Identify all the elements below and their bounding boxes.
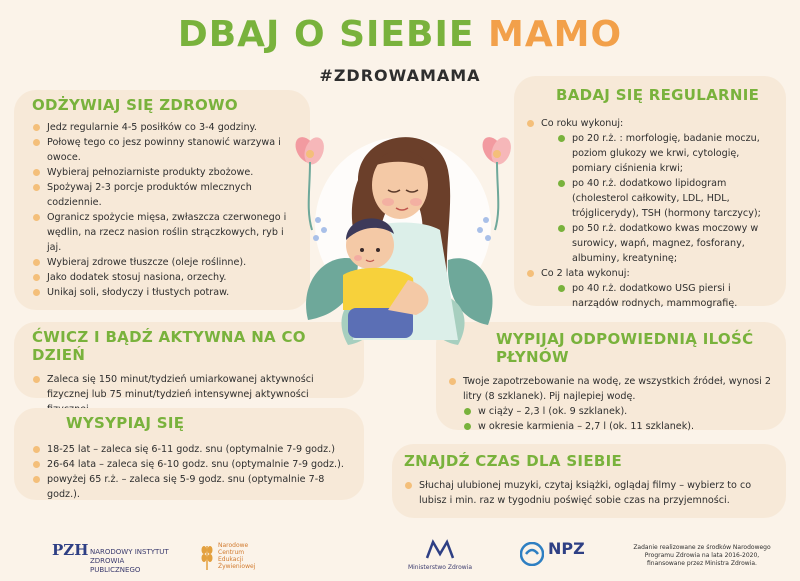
sleep-card [14, 408, 364, 500]
ministry-name: Ministerstwo Zdrowia [407, 564, 473, 571]
funding-line-2: Programu Zdrowia na lata 2016-2020, [644, 552, 760, 559]
fluids-intro-text: Twoje zapotrzebowanie na wodę, ze wszystkich źródeł, wynosi 2 litry (8 szklanek). Pij najlepiej wodę. [463, 376, 772, 402]
footer [0, 538, 800, 581]
list-item: Ogranicz spożycie mięsa, zwłaszcza czerwonego i wędlin, na rzecz nasion roślin strączkowych, ryb i jaj. [32, 210, 296, 255]
pzh-name-2: ZDROWIA PUBLICZNEGO [90, 557, 141, 574]
sleep-list [32, 442, 350, 502]
ncez-line-3: Edukacji [218, 556, 244, 563]
checkups-group-2-list [557, 281, 776, 311]
funding-line-3: finansowane przez Ministra Zdrowia. [647, 560, 757, 567]
checkups-group-1-list [557, 131, 776, 266]
list-item: 18-25 lat – zaleca się 6-11 godz. snu (optymalnie 7-9 godz.) [32, 442, 350, 457]
list-item: Wybieraj zdrowe tłuszcze (oleje roślinne). [32, 255, 296, 270]
fluids-intro [448, 374, 774, 434]
self-time-card [392, 444, 786, 518]
title-part-1: DBAJ O SIEBIE [177, 14, 475, 55]
npz-abbr: NPZ [548, 539, 585, 558]
list-item: Słuchaj ulubionej muzyki, czytaj książki, oglądaj filmy – wybierz to co lubisz i min. raz w tygodniu poświęć sobie czas na przyjemności. [404, 478, 774, 508]
list-item: Wybieraj pełnoziarniste produkty zbożowe. [32, 165, 296, 180]
self-time-list [404, 478, 774, 508]
list-item: Zaleca się 150 minut/tydzień umiarkowanej aktywności fizycznej lub 75 minut/tydzień intensywnej aktywności [32, 372, 350, 417]
list-item: w ciąży – 2,3 l (ok. 9 szklanek). [463, 404, 774, 419]
checkups-list [526, 116, 776, 311]
title-part-2: MAMO [488, 14, 623, 55]
eat-healthy-list [32, 120, 296, 300]
list-item: Spożywaj 2-3 porcje produktów mlecznych codziennie. [32, 180, 296, 210]
npz-icon [520, 542, 544, 566]
list-item: Unikaj soli, słodyczy i tłustych potraw. [32, 285, 296, 300]
fluids-sub-list [463, 404, 774, 434]
eat-healthy-card [14, 90, 310, 310]
pzh-name-1: NARODOWY INSTYTUT [90, 548, 169, 556]
fluids-list [448, 374, 774, 434]
list-item: Połowę tego co jesz powinny stanowić warzywa i owoce. [32, 135, 296, 165]
funding-note [622, 544, 782, 568]
list-item: w okresie karmienia – 2,7 l (ok. 11 szklanek). [463, 419, 774, 434]
self-time-heading: ZNAJDŹ CZAS DLA SIEBIE [404, 452, 623, 470]
exercise-heading: ĆWICZ I BĄDŹ AKTYWNA NA CO DZIEŃ [32, 328, 306, 364]
checkups-group-1-label: Co roku wykonuj: [541, 118, 624, 129]
eat-healthy-heading: ODŻYWIAJ SIĘ ZDROWO [32, 96, 238, 114]
list-item: po 20 r.ż. : morfologię, badanie moczu, poziom glukozy we krwi, cytologię, pomiary ciśnienia krwi; [557, 131, 776, 176]
sleep-heading: WYSYPIAJ SIĘ [66, 414, 185, 432]
mother-child-illustration [288, 110, 518, 360]
mother-child-illustration-svg [288, 110, 518, 360]
ncez-line-4: Żywieniowej [218, 563, 256, 570]
list-item: po 40 r.ż. dodatkowo USG piersi i narządów rodnych, mammografię. [557, 281, 776, 311]
wheat-icon [200, 542, 214, 570]
pzh-abbr: PZH [52, 541, 89, 559]
funding-line-1: Zadanie realizowane ze środków Narodowego [633, 544, 771, 551]
fluids-heading: WYPIJAJ ODPOWIEDNIĄ ILOŚĆ PŁYNÓW [496, 330, 754, 366]
checkups-group-1 [526, 116, 776, 266]
list-item: po 40 r.ż. dodatkowo lipidogram (cholesterol całkowity, LDL, HDL, trójglicerydy), TSH (hormony tarczycy); [557, 176, 776, 221]
checkups-group-2-label: Co 2 lata wykonuj: [541, 268, 630, 279]
ministry-logo [405, 538, 475, 572]
ministry-icon [425, 538, 455, 560]
list-item: po 50 r.ż. dodatkowo kwas moczowy w surowicy, wapń, magnez, fosforany, albuminy, kreatyninę; [557, 221, 776, 266]
list-item: Jedz regularnie 4-5 posiłków co 3-4 godziny. [32, 120, 296, 135]
list-item: 26-64 lata – zaleca się 6-10 godz. snu (optymalnie 7-9 godz.). [32, 457, 350, 472]
page-title [0, 14, 800, 55]
checkups-heading: BADAJ SIĘ REGULARNIE [556, 86, 760, 104]
list-item: Jako dodatek stosuj nasiona, orzechy. [32, 270, 296, 285]
ncez-line-1: Narodowe [218, 542, 249, 549]
hashtag: #ZDROWAMAMA [319, 66, 481, 85]
list-item: powyżej 65 r.ż. – zaleca się 5-9 godz. snu (optymalnie 7-8 godz.). [32, 472, 350, 502]
checkups-card [514, 76, 786, 309]
ncez-line-2: Centrum [218, 549, 245, 556]
checkups-group-2 [526, 266, 776, 311]
